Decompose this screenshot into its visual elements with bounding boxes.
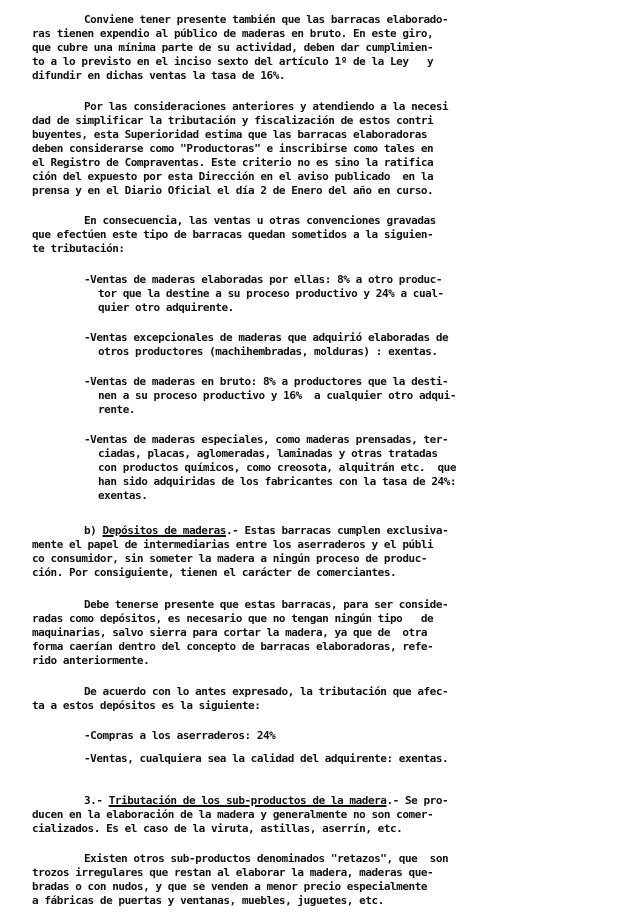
p7-line-3: cializados. Es el caso de la viruta, astillas, aserrín, etc.: [32, 822, 403, 835]
p7-lead: 3.-: [84, 794, 109, 807]
p4-heading: Depósitos de maderas: [102, 524, 226, 537]
p1-line-1: Conviene tener presente también que las barracas elaborado-: [84, 13, 449, 26]
p7-line-2: ducen en la elaboración de la madera y generalmente no son comer-: [32, 808, 434, 821]
p7-line-1: [84, 794, 448, 808]
p4-line-3: co consumidor, sin someter la madera a ningún proceso de produc-: [32, 552, 428, 565]
i1-line-3: quier otro adquirente.: [98, 301, 234, 314]
p2-line-2: dad de simplificar la tributación y fiscalización de estos contri: [32, 114, 434, 127]
p2-line-3: buyentes, esta Superioridad estima que las barracas elaboradoras: [32, 128, 428, 141]
i3-line-2: nen a su proceso productivo y 16% a cualquier otro adqui-: [98, 389, 457, 402]
i3-line-1: -Ventas de maderas en bruto: 8% a productores que la desti-: [84, 375, 449, 388]
p1-line-4: to a lo previsto en el inciso sexto del artículo 1º de la Ley y: [32, 55, 434, 68]
i2-line-2: otros productores (machihembradas, molduras) : exentas.: [98, 345, 438, 358]
i3-line-3: rente.: [98, 403, 136, 416]
p3-line-1: En consecuencia, las ventas u otras convenciones gravadas: [84, 214, 436, 227]
p4-line-4: ción. Por consiguiente, tienen el carácter de comerciantes.: [32, 566, 397, 579]
p5-line-5: rido anteriormente.: [32, 654, 150, 667]
p2-line-6: ción del expuesto por esta Dirección en el aviso publicado en la: [32, 170, 434, 183]
i1-line-1: -Ventas de maderas elaboradas por ellas: 8% a otro produc-: [84, 273, 443, 286]
i4-line-3: con productos químicos, como creosota, alquitrán etc. que: [98, 461, 457, 474]
p8-line-1: Existen otros sub-productos denominados "retazos", que son: [84, 852, 449, 865]
p1-line-3: que cubre una mínima parte de su actividad, deben dar cumplimien-: [32, 41, 434, 54]
p8-line-2: trozos irregulares que restan al elaborar la madera, maderas que-: [32, 866, 434, 879]
p2-line-7: prensa y en el Diario Oficial el día 2 de Enero del año en curso.: [32, 184, 434, 197]
p5-line-3: maquinarias, salvo sierra para cortar la madera, ya que de otra: [32, 626, 428, 639]
i4-line-2: ciadas, placas, aglomeradas, laminadas y otras tratadas: [98, 447, 438, 460]
i4-line-5: exentas.: [98, 489, 148, 502]
i6-line-1: -Ventas, cualquiera sea la calidad del adquirente: exentas.: [84, 752, 449, 765]
i5-line-1: -Compras a los aserraderos: 24%: [84, 729, 276, 742]
p4-line-1: [84, 524, 448, 538]
i4-line-4: han sido adquiridas de los fabricantes con la tasa de 24%:: [98, 475, 457, 488]
p2-line-4: deben considerarse como "Productoras" e inscribirse como tales en: [32, 142, 434, 155]
i2-line-1: -Ventas excepcionales de maderas que adquirió elaboradas de: [84, 331, 449, 344]
p4-first-rest: .- Estas barracas cumplen exclusiva-: [225, 524, 449, 537]
p6-line-2: ta a estos depósitos es la siguiente:: [32, 699, 261, 712]
i1-line-2: tor que la destine a su proceso productivo y 24% a cual-: [98, 287, 444, 300]
p8-line-3: bradas o con nudos, y que se venden a menor precio especialmente: [32, 880, 428, 893]
p1-line-5: difundir en dichas ventas la tasa de 16%.: [32, 69, 286, 82]
p8-line-4: a fábricas de puertas y ventanas, muebles, juguetes, etc.: [32, 894, 384, 907]
i4-line-1: -Ventas de maderas especiales, como maderas prensadas, ter-: [84, 433, 449, 446]
p5-line-2: radas como depósitos, es necesario que no tengan ningún tipo de: [32, 612, 434, 625]
p7-heading: Tributación de los sub-productos de la madera: [108, 794, 387, 807]
p3-line-2: que efectúen este tipo de barracas quedan sometidos a la siguien-: [32, 228, 434, 241]
p1-line-2: ras tienen expendio al público de maderas en bruto. En este giro,: [32, 27, 434, 40]
p2-line-1: Por las consideraciones anteriores y atendiendo a la necesi: [84, 100, 449, 113]
p3-line-3: te tributación:: [32, 242, 125, 255]
p5-line-1: Debe tenerse presente que estas barracas, para ser conside-: [84, 598, 449, 611]
p4-line-2: mente el papel de intermediarias entre los aserraderos y el públi: [32, 538, 434, 551]
p7-first-rest: .- Se pro-: [386, 794, 449, 807]
p6-line-1: De acuerdo con lo antes expresado, la tributación que afec-: [84, 685, 449, 698]
p2-line-5: el Registro de Compraventas. Este criterio no es sino la ratifica: [32, 156, 434, 169]
p5-line-4: forma caerían dentro del concepto de barracas elaboradoras, refe-: [32, 640, 434, 653]
p4-lead: b): [84, 524, 103, 537]
